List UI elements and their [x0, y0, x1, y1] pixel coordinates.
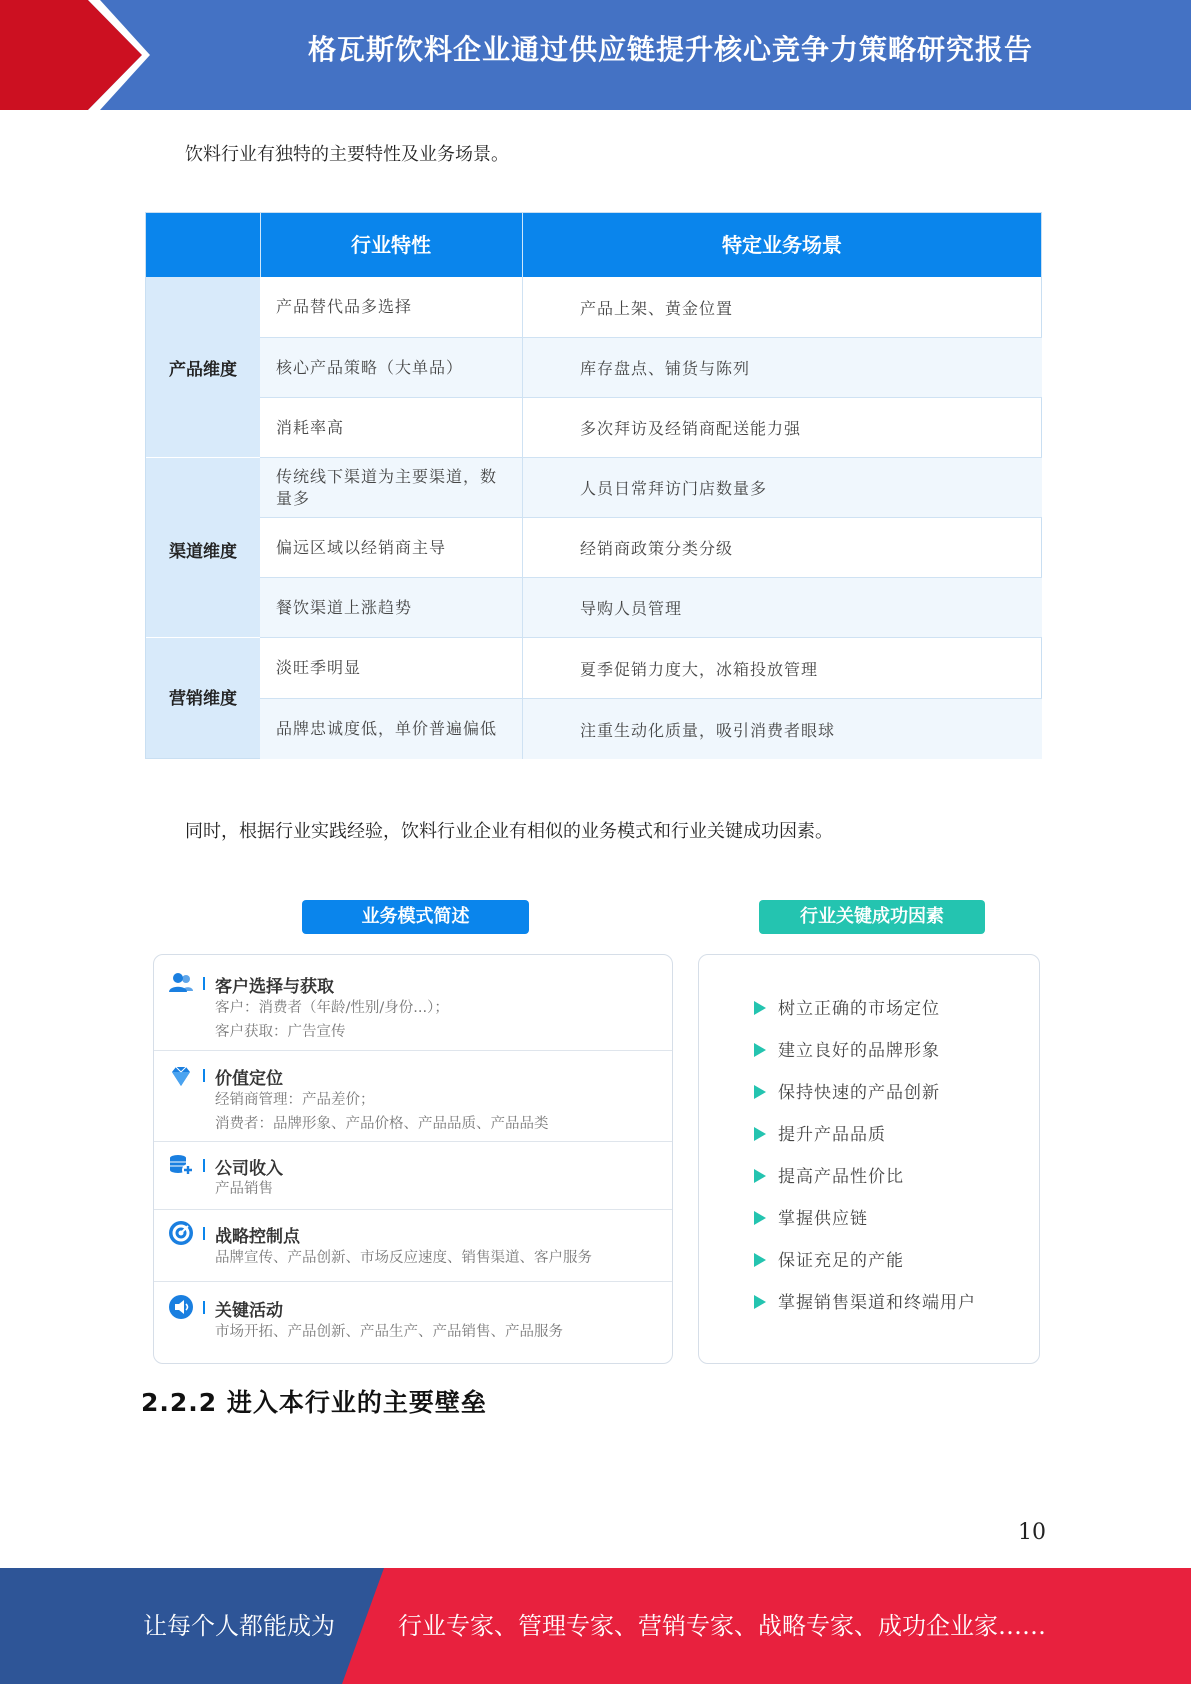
intro-text: 饮料行业有独特的主要特性及业务场景。: [185, 144, 509, 165]
table-row: [260, 517, 1042, 577]
col-header-feature: 行业特性: [351, 233, 431, 257]
feature-cell: 核心产品策略（大单品）: [276, 357, 464, 377]
industry-table: [145, 212, 1042, 759]
page-header: [0, 0, 1191, 110]
triangle-bullet-icon: [754, 1043, 766, 1057]
page-footer: [0, 1568, 1191, 1684]
table-header: [146, 213, 1041, 277]
triangle-bullet-icon: [754, 1295, 766, 1309]
table-row: [260, 277, 1042, 337]
item-title: 公司收入: [215, 1159, 283, 1179]
business-model-panel: [153, 954, 673, 1364]
section-heading: 2.2.2 进入本行业的主要壁垒: [141, 1388, 487, 1417]
feature-cell: 消耗率高: [276, 417, 345, 437]
triangle-bullet-icon: [754, 1085, 766, 1099]
feature-cell: 品牌忠诚度低，单价普遍偏低: [276, 719, 498, 739]
business-model-title: 业务模式简述: [302, 900, 529, 934]
table-row: [260, 577, 1042, 637]
feature-cell: 偏远区域以经销商主导: [276, 537, 447, 557]
scene-cell: 经销商政策分类分级: [580, 539, 734, 558]
item-desc-line: 消费者：品牌形象、产品价格、产品品质、产品品类: [215, 1116, 549, 1132]
list-item: [154, 1142, 672, 1210]
triangle-bullet-icon: [754, 1127, 766, 1141]
scene-cell: 人员日常拜访门店数量多: [580, 479, 768, 498]
diamond-icon: [168, 1063, 194, 1089]
list-item: [154, 955, 672, 1051]
triangle-bullet-icon: [754, 1211, 766, 1225]
feature-cell: 餐饮渠道上涨趋势: [276, 597, 413, 617]
feature-cell: 淡旺季明显: [276, 658, 362, 678]
item-desc-line: 产品销售: [215, 1181, 273, 1197]
users-icon: [168, 970, 194, 996]
header-title: 格瓦斯饮料企业通过供应链提升核心竞争力策略研究报告: [307, 33, 1033, 66]
feature-cell: 产品替代品多选择: [276, 297, 413, 317]
group-label-marketing: 营销维度: [169, 689, 237, 709]
table-row: [260, 457, 1042, 517]
list-item: [154, 1051, 672, 1142]
coins-plus-icon: [168, 1152, 194, 1178]
table-row: [260, 698, 1042, 759]
item-desc-line: 客户获取：广告宣传: [215, 1024, 346, 1040]
item-title: 战略控制点: [215, 1227, 300, 1247]
factor-item: 提升产品品质: [754, 1120, 886, 1145]
item-desc-line: 品牌宣传、产品创新、市场反应速度、销售渠道、客户服务: [215, 1250, 592, 1266]
success-factors-panel: [698, 954, 1040, 1364]
triangle-bullet-icon: [754, 1001, 766, 1015]
scene-cell: 多次拜访及经销商配送能力强: [580, 419, 802, 438]
footer-slogan-left: 让每个人都能成为: [143, 1612, 335, 1640]
target-icon: [168, 1220, 194, 1246]
item-title: 价值定位: [215, 1069, 283, 1089]
factor-item: 保持快速的产品创新: [754, 1078, 940, 1103]
group-label-product: 产品维度: [169, 360, 237, 380]
list-item: [154, 1210, 672, 1282]
factor-item: 建立良好的品牌形象: [754, 1036, 940, 1061]
triangle-bullet-icon: [754, 1169, 766, 1183]
list-item: [154, 1282, 672, 1364]
group-label-channel: 渠道维度: [169, 542, 237, 562]
footer-slogan-right: 行业专家、管理专家、营销专家、战略专家、成功企业家……: [398, 1612, 1046, 1640]
item-desc-line: 市场开拓、产品创新、产品生产、产品销售、产品服务: [215, 1324, 563, 1340]
table-row: [260, 637, 1042, 698]
feature-cell: 传统线下渠道为主要渠道，数量多: [276, 466, 498, 508]
group-column: [146, 277, 260, 758]
table-row: [260, 397, 1042, 457]
scene-cell: 夏季促销力度大，冰箱投放管理: [580, 659, 819, 679]
item-desc-line: 客户：消费者（年龄/性别/身份...）；: [215, 1000, 449, 1016]
triangle-bullet-icon: [754, 1253, 766, 1267]
scene-cell: 注重生动化质量，吸引消费者眼球: [580, 720, 836, 740]
table-row: [260, 337, 1042, 397]
item-desc-line: 经销商管理：产品差价；: [215, 1092, 375, 1108]
speaker-icon: [168, 1294, 194, 1320]
header-arrow-decoration: [0, 0, 150, 110]
factor-item: 掌握销售渠道和终端用户: [754, 1288, 976, 1313]
item-title: 关键活动: [215, 1301, 283, 1321]
factor-item: 提高产品性价比: [754, 1162, 904, 1187]
factor-item: 树立正确的市场定位: [754, 994, 940, 1019]
item-title: 客户选择与获取: [215, 977, 334, 997]
intro-text-2: 同时，根据行业实践经验，饮料行业企业有相似的业务模式和行业关键成功因素。: [185, 821, 833, 842]
factor-item: 保证充足的产能: [754, 1246, 904, 1271]
factor-item: 掌握供应链: [754, 1204, 868, 1229]
scene-cell: 库存盘点、铺货与陈列: [580, 359, 751, 378]
scene-cell: 产品上架、黄金位置: [580, 298, 734, 318]
scene-cell: 导购人员管理: [580, 599, 683, 618]
page-number: 10: [1018, 1520, 1046, 1545]
success-factors-title: 行业关键成功因素: [759, 900, 985, 934]
col-header-scene: 特定业务场景: [722, 233, 842, 257]
